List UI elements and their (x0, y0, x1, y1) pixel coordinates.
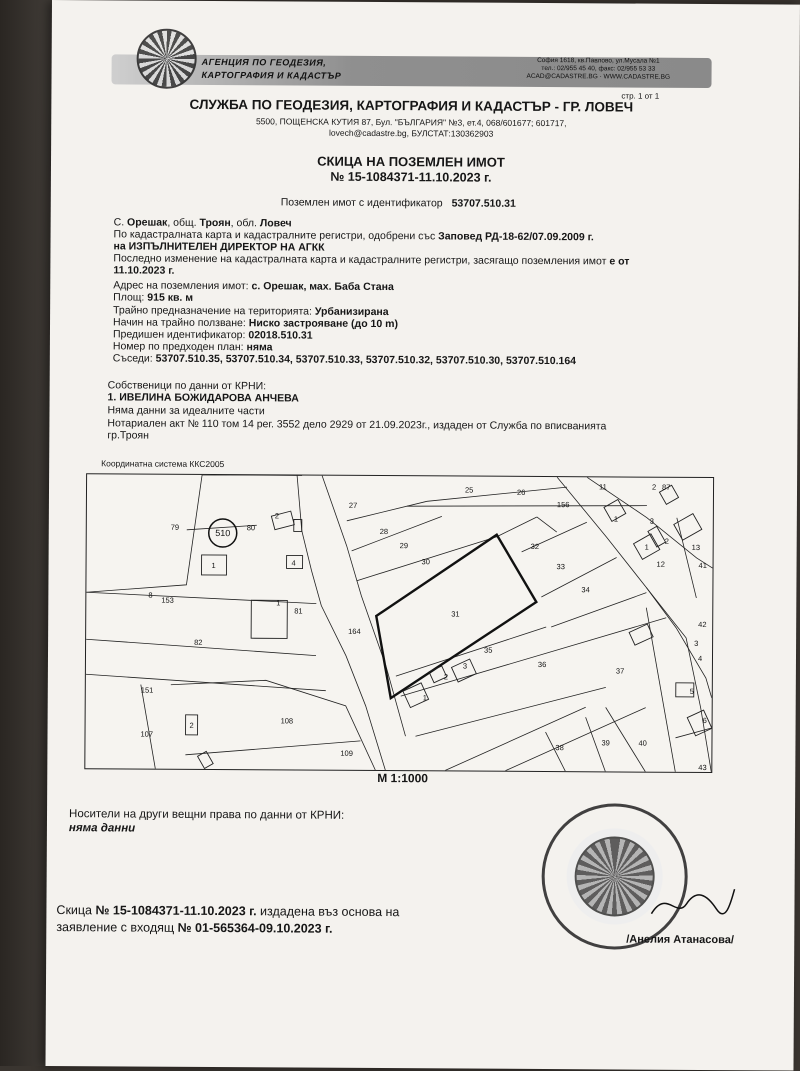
area-value: 915 кв. м (147, 291, 194, 304)
map-label: 80 (246, 523, 256, 533)
map-label: 81 (294, 606, 303, 616)
map-label: 38 (555, 743, 564, 753)
neighbors-value: 53707.510.35, 53707.510.34, 53707.510.33, 53707.510.32, 53707.510.30, 53707.510.164 (155, 352, 577, 368)
purpose-value: Урбанизирана (314, 305, 389, 319)
neighbors-row (113, 352, 576, 367)
map-label: 4 (697, 653, 703, 663)
other-rights-value: няма данни (68, 822, 136, 835)
map-label: 87 (662, 482, 671, 492)
map-label: 13 (691, 542, 701, 552)
area-row (113, 291, 193, 303)
map-label: 43 (698, 762, 707, 773)
office-address: 5500, ПОЩЕНСКА КУТИЯ 87, Бул. "БЪЛГАРИЯ" №3, ет.4, 068/601677; 601717, (255, 116, 567, 129)
map-label: 33 (556, 562, 565, 572)
issued-mid: издадена въз основа на (260, 904, 400, 920)
location-row (114, 216, 292, 229)
map-label: 151 (140, 685, 154, 695)
agency-contact (527, 57, 671, 82)
deed-line-1: Нотариален акт № 110 том 14 рег. 3552 дело 2929 от 21.09.2023г., издаден от Служба по вписванията (107, 417, 607, 433)
document-number: № 15-1084371-11.10.2023 г. (330, 169, 492, 185)
map-label: 3 (462, 661, 468, 671)
map-label: 79 (170, 522, 180, 532)
page-indicator: стр. 1 от 1 (621, 91, 660, 101)
usage-label: Начин на трайно ползване: (112, 316, 246, 330)
map-label: 1 (276, 598, 281, 608)
map-label: 164 (348, 626, 361, 636)
other-rights-heading: Носители на други вещни права по данни от КРНИ: (68, 808, 345, 822)
coordinate-system: Координатна система ККС2005 (101, 458, 225, 470)
prev-plan-row (113, 340, 273, 353)
document-page (45, 0, 799, 1071)
order-number: Заповед РД-18-62/07.09.2009 г. (438, 230, 594, 244)
map-label: 4 (291, 558, 296, 568)
deed-line-2: гр.Троян (107, 429, 149, 442)
agency-line-1: АГЕНЦИЯ ПО ГЕОДЕЗИЯ, (201, 56, 327, 68)
province: Ловеч (259, 217, 292, 230)
last-change-text: Последно изменение на кадастралната карта и кадастралните регистри, засягащо поземления имот (113, 252, 607, 268)
issued-line (56, 903, 399, 919)
usage-value: Ниско застрояване (до 10 m) (248, 317, 399, 331)
map-label: 36 (537, 659, 547, 670)
office-email: lovech@cadastre.bg, БУЛСТАТ:130362903 (329, 127, 494, 139)
map-label: 109 (340, 748, 353, 758)
map-label: 28 (379, 527, 389, 537)
agency-name (202, 56, 342, 83)
map-label: 41 (698, 560, 707, 571)
identifier-label: Поземлен имот с идентификатор (280, 196, 443, 210)
address-label: Адрес на поземления имот: (113, 279, 249, 293)
purpose-label: Трайно предназначение на територията: (113, 304, 312, 318)
map-label: 82 (194, 637, 203, 647)
map-label: 1 (644, 542, 649, 552)
map-label: 1 (422, 693, 427, 703)
prev-plan-label: Номер по предходен план: (112, 340, 244, 354)
municipality: Троян (199, 216, 231, 230)
map-label: 2 (652, 482, 657, 492)
document-title: СКИЦА НА ПОЗЕМЛЕН ИМОТ (317, 153, 505, 170)
contact-line-1: София 1618, кв.Павлово, ул.Мусала №1 (537, 56, 660, 65)
map-label-edge: 42 (698, 619, 707, 630)
map-label: 32 (530, 541, 540, 551)
map-label: 2 (274, 511, 280, 521)
area-label: Площ: (113, 291, 145, 304)
last-change-date: 11.10.2023 г. (113, 264, 175, 277)
map-label: 37 (615, 666, 625, 676)
prev-id-value: 02018.510.31 (248, 329, 313, 342)
prev-plan-value: няма (246, 341, 273, 354)
map-label: 11 (599, 482, 607, 492)
map-label: 3 (649, 516, 655, 526)
issued-number: № 15-1084371-11.10.2023 г. (95, 903, 257, 919)
seal-center-icon (574, 836, 654, 916)
map-label: 2 (664, 536, 669, 546)
signer-name: /Анелия Атанасова/ (626, 933, 734, 947)
identifier-value: 53707.510.31 (451, 197, 516, 210)
prev-id-label: Предишен идентификатор: (112, 328, 246, 342)
map-label: 108 (280, 716, 294, 726)
map-label: 12 (656, 559, 665, 569)
map-label: 107 (140, 729, 154, 739)
map-label: 156 (556, 500, 570, 510)
map-parcel-badge: 510 (215, 528, 231, 539)
request-line (56, 920, 332, 936)
owner-1: 1. ИВЕЛИНА БОЖИДАРОВА АНЧЕВА (107, 391, 299, 405)
village: Орешак (127, 216, 168, 229)
contact-line-2: тел.: 02/955 45 40, факс: 02/955 53 33 (541, 64, 656, 73)
official-seal-stamp (541, 803, 688, 950)
contact-line-3: ACAD@CADASTRE.BG · WWW.CADASTRE.BG (526, 72, 671, 81)
map-label: 40 (638, 738, 647, 748)
owners-heading: Собственици по данни от КРНИ: (107, 379, 267, 393)
loc-mid2: , обл. (230, 217, 257, 230)
issued-prefix: Скица (56, 903, 93, 918)
map-label: 2 (189, 720, 194, 730)
request-prefix: заявление с входящ (56, 920, 175, 935)
request-number: № 01-565364-09.10.2023 г. (177, 920, 333, 936)
map-label: 30 (421, 557, 430, 567)
map-label: 27 (348, 500, 358, 510)
approved-text: По кадастралната карта и кадастралните регистри, одобрени със (113, 228, 436, 243)
address-value: с. Орешак, мах. Баба Стана (251, 280, 394, 294)
map-label: 25 (464, 485, 474, 495)
map-label: 29 (399, 541, 409, 551)
agency-logo-icon (136, 29, 196, 89)
map-scale: М 1:1000 (377, 771, 428, 786)
map-label: 2 (443, 672, 449, 682)
cadastral-map (84, 473, 714, 773)
identifier-row (281, 196, 516, 209)
signature-icon (646, 884, 736, 925)
last-change-row (113, 252, 629, 267)
map-label: 1 (211, 560, 216, 571)
loc-mid: , общ. (167, 216, 197, 229)
director-row: на ИЗПЪЛНИТЕЛЕН ДИРЕКТОР НА АГКК (113, 240, 325, 254)
neighbors-label: Съседи: (112, 352, 153, 365)
last-change-suffix: е от (609, 255, 630, 268)
map-label: 26 (516, 487, 526, 497)
map-label: 35 (484, 645, 493, 655)
map-label: 8 (148, 590, 153, 600)
loc-prefix: С. (113, 216, 125, 229)
map-label: 153 (161, 595, 174, 605)
cadastral-map-drawing (85, 474, 713, 772)
map-label: 34 (581, 585, 590, 595)
map-label: 3 (694, 638, 699, 648)
map-label: 5 (689, 686, 694, 696)
map-label: 6 (702, 715, 707, 726)
agency-line-2: КАРТОГРАФИЯ И КАДАСТЪР (201, 69, 342, 81)
map-label: 39 (601, 738, 610, 748)
map-label: 1 (613, 514, 619, 524)
map-label: 31 (451, 609, 460, 619)
office-name: СЛУЖБА ПО ГЕОДЕЗИЯ, КАРТОГРАФИЯ И КАДАСТЪР - ГР. ЛОВЕЧ (189, 96, 634, 115)
owner-shares: Няма данни за идеалните части (107, 404, 265, 418)
